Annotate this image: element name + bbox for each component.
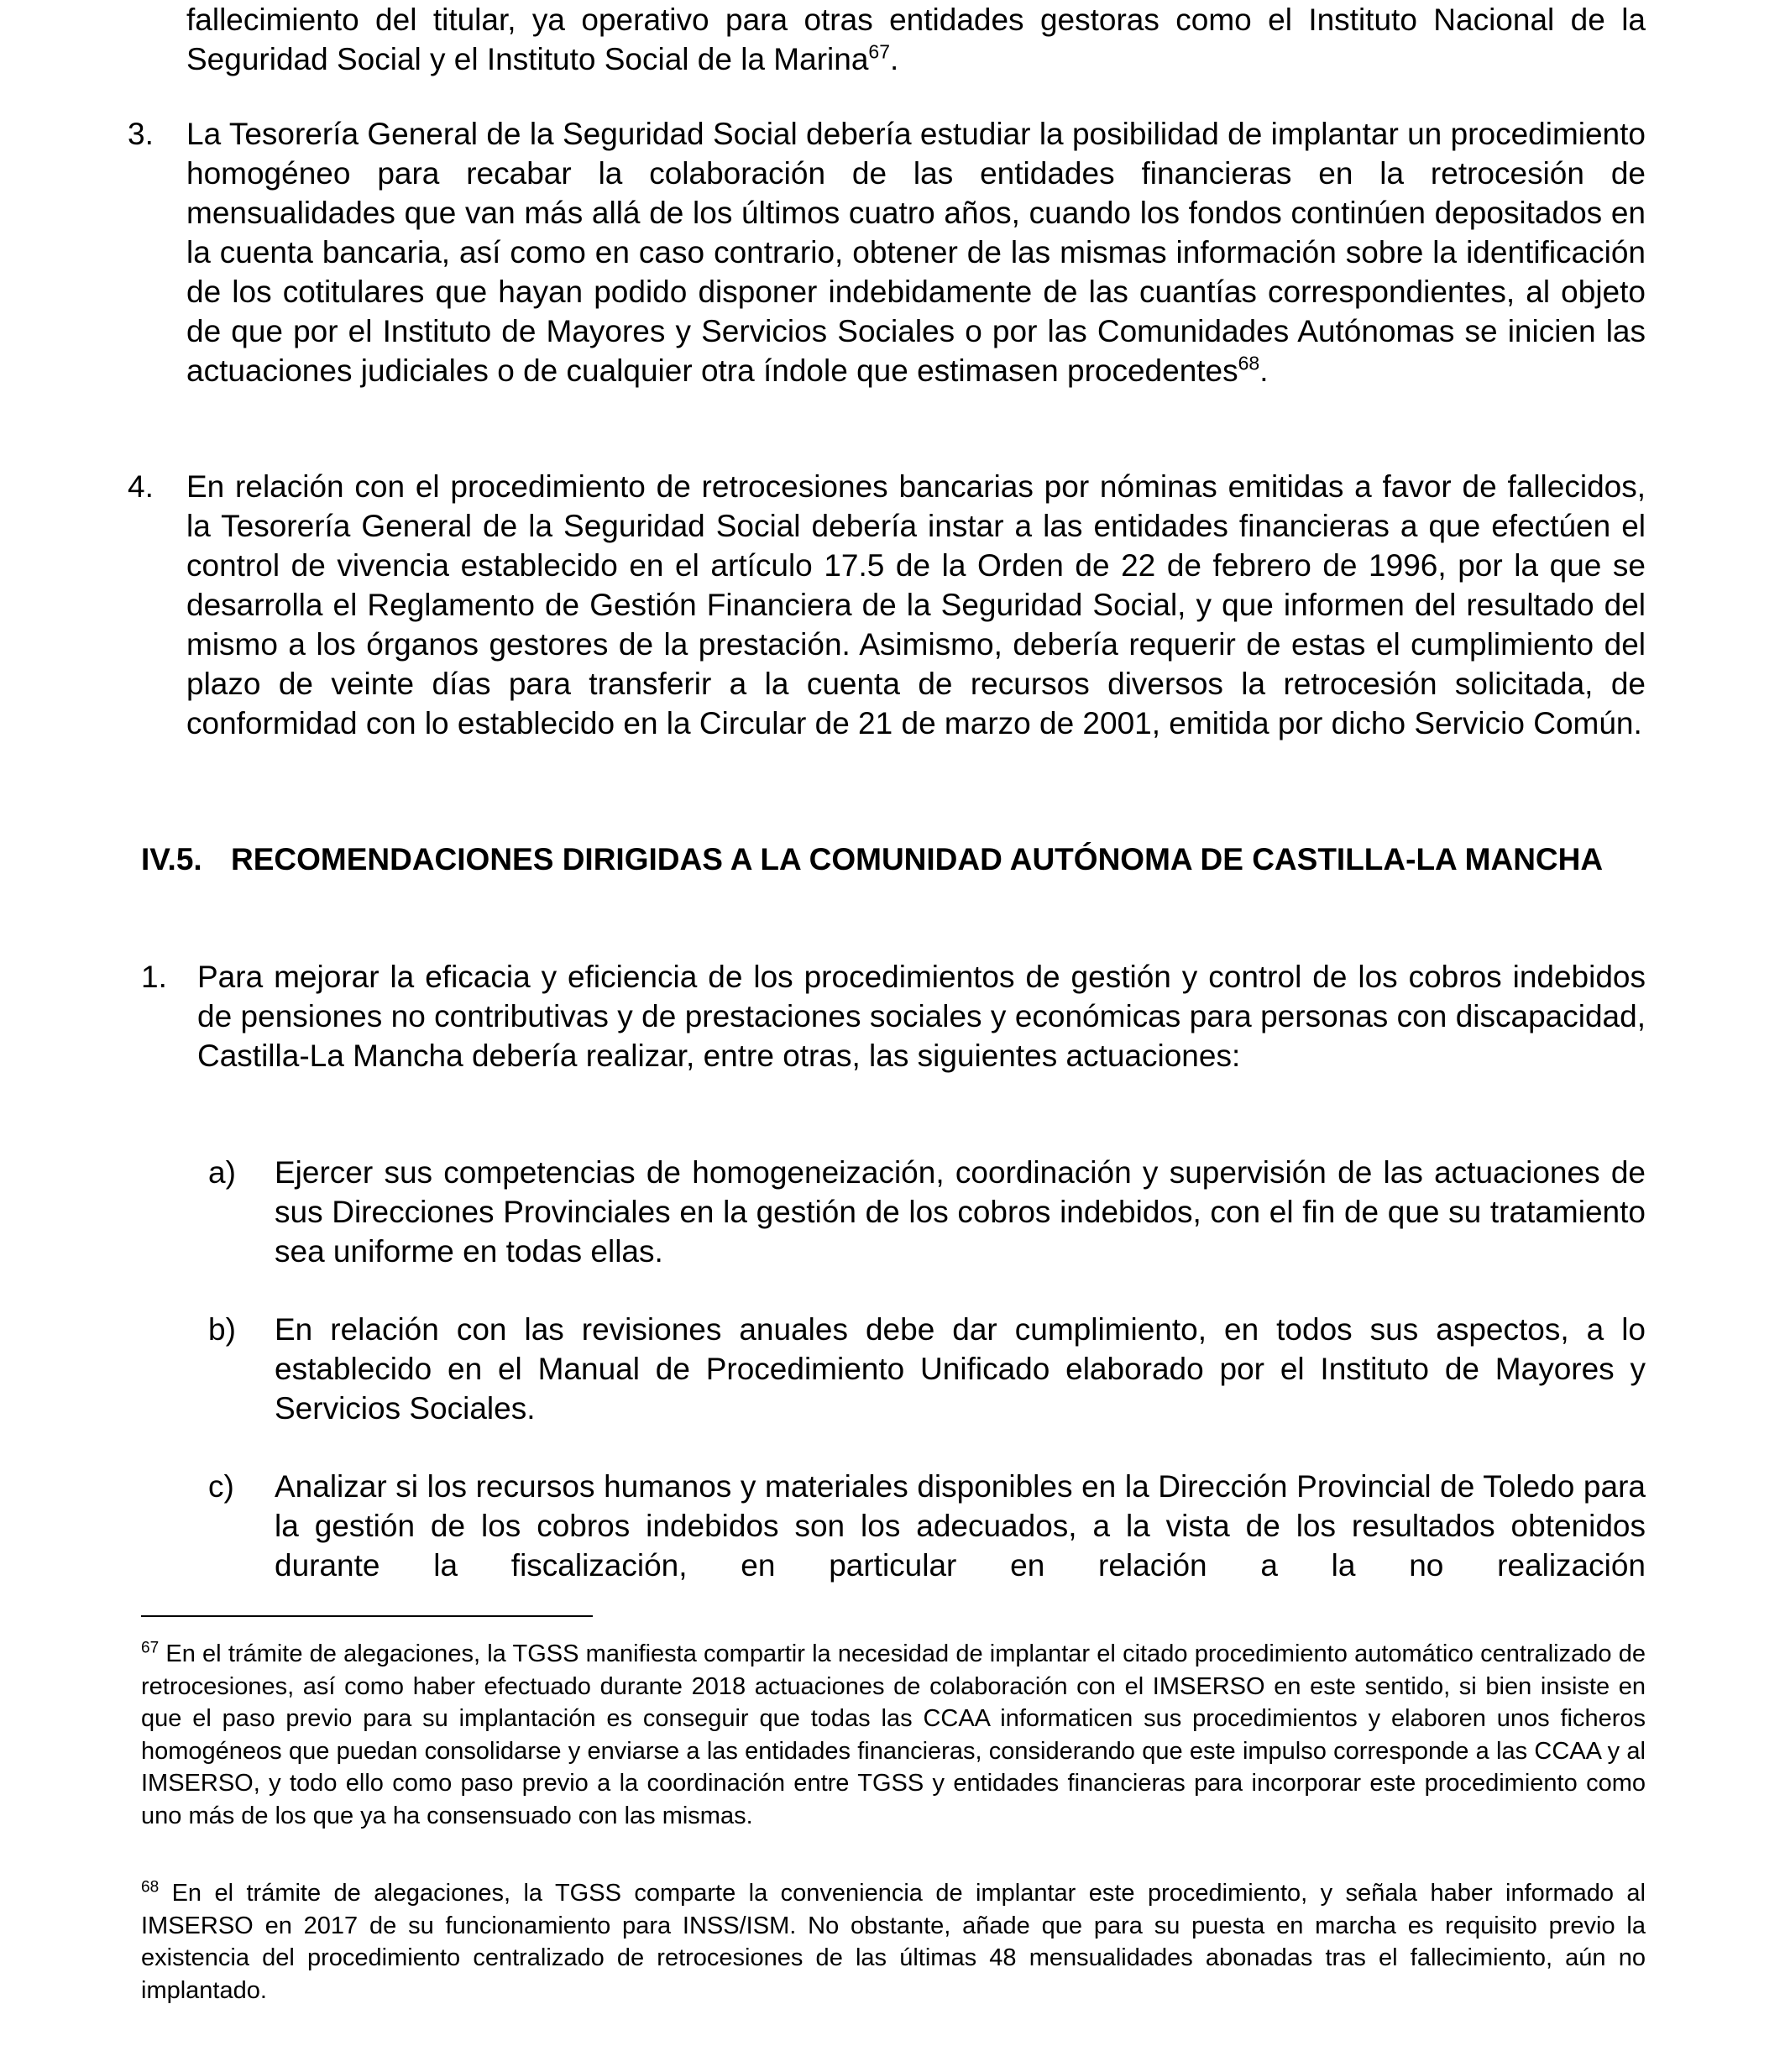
sub-c-label: c) — [208, 1469, 234, 1504]
item-4-number: 4. — [128, 469, 154, 504]
footnote-67-number: 67 — [141, 1639, 160, 1657]
footnote-ref-68[interactable]: 68 — [1238, 352, 1260, 374]
sub-a-paragraph: Ejercer sus competencias de homogeneización, coordinación y supervisión de las actuaciones de sus Direcciones Provinciales en la gestión de los cobros indebidos, con el fin de que su tratamiento sea uniforme en todas ellas. — [275, 1155, 1646, 1269]
intro-tail: . — [890, 42, 899, 76]
section-title: RECOMENDACIONES DIRIGIDAS A LA COMUNIDAD AUTÓNOMA DE CASTILLA-LA MANCHA — [231, 842, 1604, 876]
footnote-67 — [141, 1638, 1646, 1832]
item-4-paragraph: En relación con el procedimiento de retrocesiones bancarias por nóminas emitidas a favor de fallecidos, la Tesorería General de la Seguridad Social debería instar a las entidades financieras a que efectúen el control de vivencia establecido en el artículo 17.5 de la Orden de 22 de febrero de 1996, por la que se desarrolla el Reglamento de Gestión Financiera de la Seguridad Social, y que informen del resultado del mismo a los órganos gestores de la prestación. Asimismo, debería requerir de estas el cumplimiento del plazo de veinte días para transferir a la cuenta de recursos diversos la retrocesión solicitada, de conformidad con lo establecido en la Circular de 21 de marzo de 2001, emitida por dicho Servicio Común. — [186, 469, 1646, 740]
footnote-ref-67[interactable]: 67 — [868, 40, 890, 63]
section-number: IV.5. — [141, 842, 202, 876]
intro-text: fallecimiento del titular, ya operativo para otras entidades gestoras como el Instituto Nacional de la Seguridad Social y el Instituto Social de la Marina — [186, 3, 1646, 76]
item-3-paragraph — [186, 114, 1646, 390]
rec-1-paragraph: Para mejorar la eficacia y eficiencia de los procedimientos de gestión y control de los cobros indebidos de pensiones no contributivas y de prestaciones sociales y económicas para personas con discapacidad, Castilla-La Mancha debería realizar, entre otras, las siguientes actuaciones: — [197, 960, 1646, 1073]
item-3-tail: . — [1259, 353, 1269, 388]
sub-b-label: b) — [208, 1312, 236, 1347]
rec-1-number: 1. — [141, 960, 167, 994]
footnote-separator — [141, 1615, 593, 1617]
sub-c-paragraph: Analizar si los recursos humanos y materiales disponibles en la Dirección Provincial de Toledo para la gestión de los cobros indebidos son los adecuados, a la vista de los resultados obtenidos durante la fiscalización, en particular en relación a la no realización — [275, 1469, 1646, 1583]
intro-paragraph — [186, 0, 1646, 79]
sub-a-label: a) — [208, 1155, 236, 1190]
item-3-text: La Tesorería General de la Seguridad Social debería estudiar la posibilidad de implantar un procedimiento homogéneo para recabar la colaboración de las entidades financieras en la retrocesión de mensualidades que van más allá de los últimos cuatro años, cuando los fondos continúen depositados en la cuenta bancaria, así como en caso contrario, obtener de las mismas información sobre la identificación de los cotitulares que hayan podido disponer indebidamente de las cuantías correspondientes, al objeto de que por el Instituto de Mayores y Servicios Sociales o por las Comunidades Autónomas se inicien las actuaciones judiciales o de cualquier otra índole que estimasen procedentes — [186, 117, 1646, 388]
item-3-number: 3. — [128, 117, 154, 151]
footnote-68-number: 68 — [141, 1878, 160, 1897]
footnote-67-text: En el trámite de alegaciones, la TGSS manifiesta compartir la necesidad de implantar el citado procedimiento automático centralizado de retrocesiones, así como haber efectuado durante 2018 actuaciones de colaboración con el IMSERSO en este sentido, si bien insiste en que el paso previo para su implantación es conseguir que todas las CCAA informaticen sus procedimientos y elaboren unos ficheros homogéneos que puedan consolidarse y enviarse a las entidades financieras, considerando que este impulso corresponde a las CCAA y al IMSERSO, y todo ello como paso previo a la coordinación entre TGSS y entidades financieras para incorporar este procedimiento como uno más de los que ya ha consensuado con las mismas. — [141, 1640, 1646, 1829]
footnote-68-text: En el trámite de alegaciones, la TGSS comparte la conveniencia de implantar este procedimiento, y señala haber informado al IMSERSO en 2017 de su funcionamiento para INSS/ISM. No obstante, añade que para su puesta en marcha es requisito previo la existencia del procedimiento centralizado de retrocesiones de las últimas 48 mensualidades abonadas tras el fallecimiento, aún no implantado. — [141, 1880, 1646, 2004]
footnote-68 — [141, 1877, 1646, 2007]
sub-b-paragraph: En relación con las revisiones anuales debe dar cumplimiento, en todos sus aspectos, a lo establecido en el Manual de Procedimiento Unificado elaborado por el Instituto de Mayores y Servicios Sociales. — [275, 1312, 1646, 1426]
